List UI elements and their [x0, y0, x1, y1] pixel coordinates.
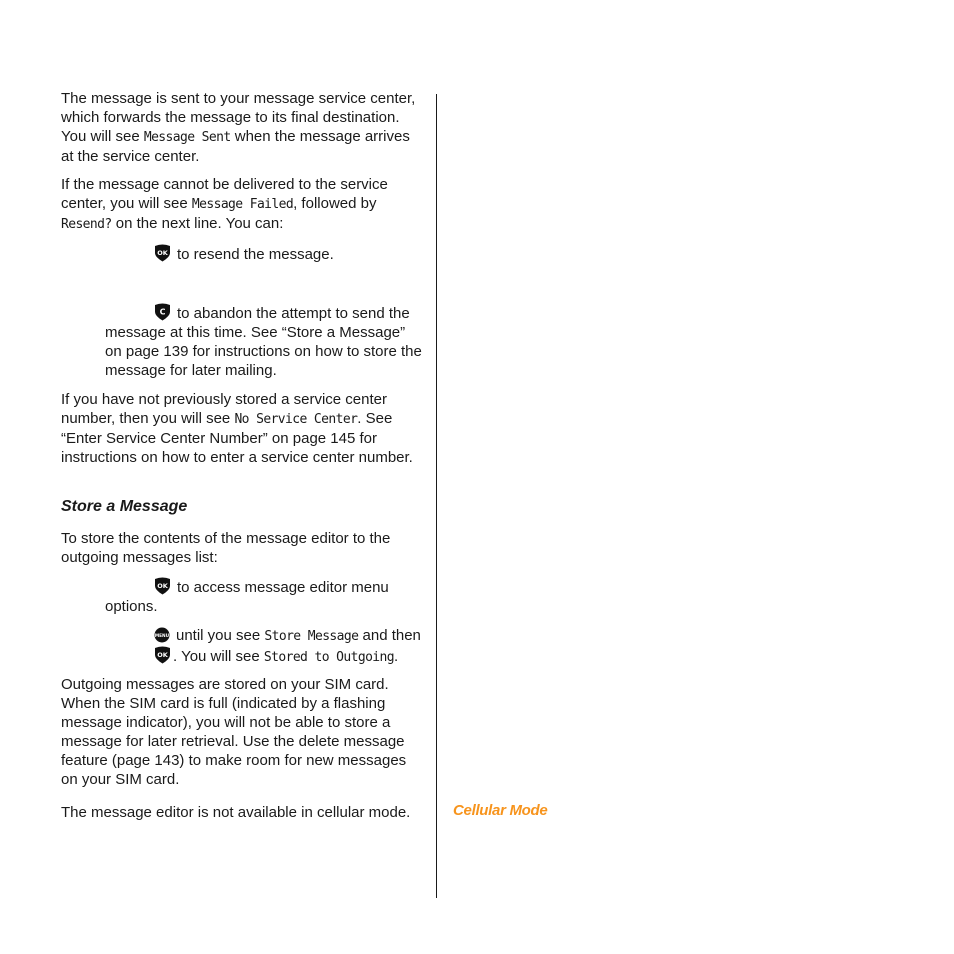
message-sent-paragraph — [61, 89, 423, 166]
no-service-center-paragraph — [61, 390, 423, 467]
text: If the message cannot be delivered to the service center, you will see — [61, 176, 388, 212]
message-failed-paragraph — [61, 175, 423, 234]
ok-key-icon — [154, 244, 171, 262]
display-text-stored-to-outgoing: Stored to Outgoing — [263, 650, 394, 665]
step-text: to resend the message. — [177, 246, 334, 263]
svg-text:OK: OK — [157, 582, 168, 590]
step-abandon — [105, 303, 423, 380]
store-intro-paragraph: To store the contents of the message editor to the outgoing messages list: — [61, 530, 391, 566]
text: on the next line. You can: — [111, 215, 284, 232]
step-store-message — [154, 626, 424, 667]
menu-key-icon — [154, 627, 170, 643]
svg-text:C: C — [159, 307, 166, 317]
step-text: and then — [358, 627, 421, 644]
text: , followed by — [293, 195, 377, 212]
step-text: to access message editor menu options. — [105, 579, 389, 615]
ok-key-icon — [154, 577, 171, 595]
display-text-no-service-center: No Service Center — [234, 412, 358, 427]
svg-text:OK: OK — [157, 249, 168, 257]
step-text: to abandon the attempt to send the message at this time. See “Store a Message” on page 139 for instructions on how to store the message for later mailing. — [105, 305, 422, 379]
step-text: . — [394, 648, 399, 665]
section-heading-store-message: Store a Message — [61, 498, 188, 515]
step-text: . You will see — [173, 648, 264, 665]
step-resend — [154, 244, 424, 264]
sidebar-heading-cellular-mode: Cellular Mode — [453, 802, 548, 819]
text: . See “Enter Service Center Number” on page 145 for instructions on how to enter a service center number. — [61, 410, 413, 466]
sim-storage-paragraph: Outgoing messages are stored on your SIM card. When the SIM card is full (indicated by a flashing message indicator), you will not be able to store a message for later retrieval. Use the delete message feature (page 143) to make room for new messages on your SIM card. — [61, 676, 407, 788]
svg-text:OK: OK — [157, 651, 168, 659]
display-text-store-message: Store Message — [264, 629, 359, 644]
display-text-message-sent: Message Sent — [143, 130, 231, 145]
text: when the message arrives at the service center. — [61, 128, 410, 165]
display-text-resend: Resend? — [61, 217, 112, 232]
step-access-menu — [105, 577, 423, 616]
text: The message is sent to your message service center, which forwards the message to its final destination. You will see — [61, 90, 416, 145]
step-text: until you see — [176, 627, 265, 644]
clear-key-icon — [154, 303, 171, 321]
text: If you have not previously stored a service center number, then you will see — [61, 391, 388, 427]
ok-key-icon — [154, 646, 171, 664]
cellular-note-paragraph: The message editor is not available in cellular mode. — [61, 804, 411, 821]
display-text-message-failed: Message Failed — [191, 197, 294, 212]
svg-text:MENU: MENU — [154, 634, 170, 639]
column-divider — [436, 94, 437, 898]
